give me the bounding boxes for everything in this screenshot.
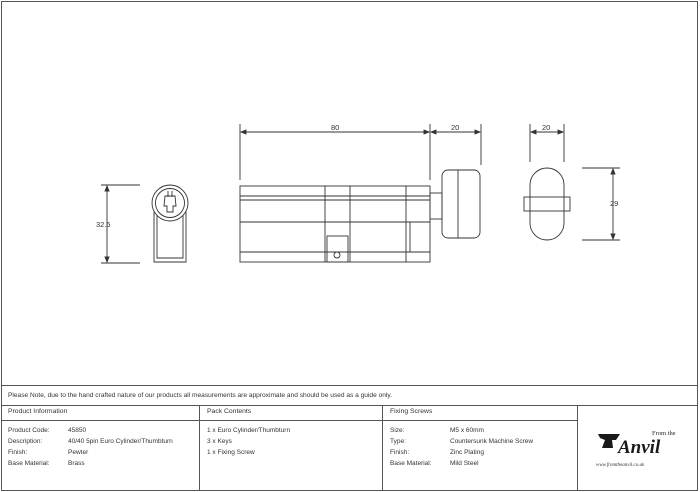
screw-row-value: Countersunk Machine Screw <box>450 438 534 445</box>
product-row <box>8 449 88 456</box>
product-row-value: Brass <box>68 460 85 467</box>
screw-row-label: Type: <box>390 438 406 445</box>
product-row-value: 40/40 5pin Euro Cylinder/Thumbturn <box>68 438 173 445</box>
screw-row-value: M5 x 60mm <box>450 427 484 434</box>
logo-from-the: From the <box>652 430 676 437</box>
side-view-cylinder <box>240 170 480 262</box>
product-row-label: Product Code: <box>8 427 50 434</box>
pack-contents-title: Pack Contents <box>207 408 252 415</box>
divider-headers <box>1 420 578 421</box>
product-row-label: Base Material: <box>8 460 50 467</box>
screw-row-value: Mild Steel <box>450 460 479 467</box>
divider-note <box>1 405 698 406</box>
divider-col1 <box>199 405 200 491</box>
screw-row <box>390 438 533 445</box>
pack-item: 1 x Fixing Screw <box>207 449 255 456</box>
screw-row <box>390 460 479 467</box>
length-dimensions <box>240 124 481 180</box>
dim-height-right: 29 <box>610 199 619 208</box>
disclaimer-note: Please Note, due to the hand crafted nature of our products all measurements are approximate and should be used as a guide only. <box>8 392 393 399</box>
front-view-keyhole <box>152 185 188 262</box>
dim-side-width: 20 <box>542 123 551 132</box>
pack-item: 3 x Keys <box>207 438 232 445</box>
product-info-title: Product Information <box>8 408 68 415</box>
dim-body-length: 80 <box>331 123 340 132</box>
product-row <box>8 427 86 434</box>
screw-row-label: Finish: <box>390 449 410 456</box>
screw-row-label: Size: <box>390 427 405 434</box>
pack-item: 1 x Euro Cylinder/Thumbturn <box>207 427 291 434</box>
logo-url: www.fromtheanvil.co.uk <box>596 463 645 468</box>
fixing-screws-title: Fixing Screws <box>390 408 433 415</box>
from-the-anvil-logo <box>594 424 686 474</box>
divider-top <box>1 385 698 386</box>
product-row-value: Pewter <box>68 449 89 456</box>
product-row <box>8 438 173 445</box>
product-row-label: Finish: <box>8 449 28 456</box>
divider-col2 <box>382 405 383 491</box>
screw-row-label: Base Material: <box>390 460 432 467</box>
dim-height-left: 32.5 <box>96 220 111 229</box>
end-view-thumbturn <box>524 124 620 240</box>
product-row-label: Description: <box>8 438 43 445</box>
product-row-value: 45850 <box>68 427 87 434</box>
product-row <box>8 460 85 467</box>
screw-row-value: Zinc Plating <box>450 449 484 456</box>
anvil-icon <box>598 434 620 448</box>
screw-row <box>390 449 484 456</box>
screw-row <box>390 427 484 434</box>
dim-turn-length: 20 <box>451 123 460 132</box>
divider-col3 <box>577 405 578 491</box>
logo-brand: Anvil <box>618 437 661 458</box>
